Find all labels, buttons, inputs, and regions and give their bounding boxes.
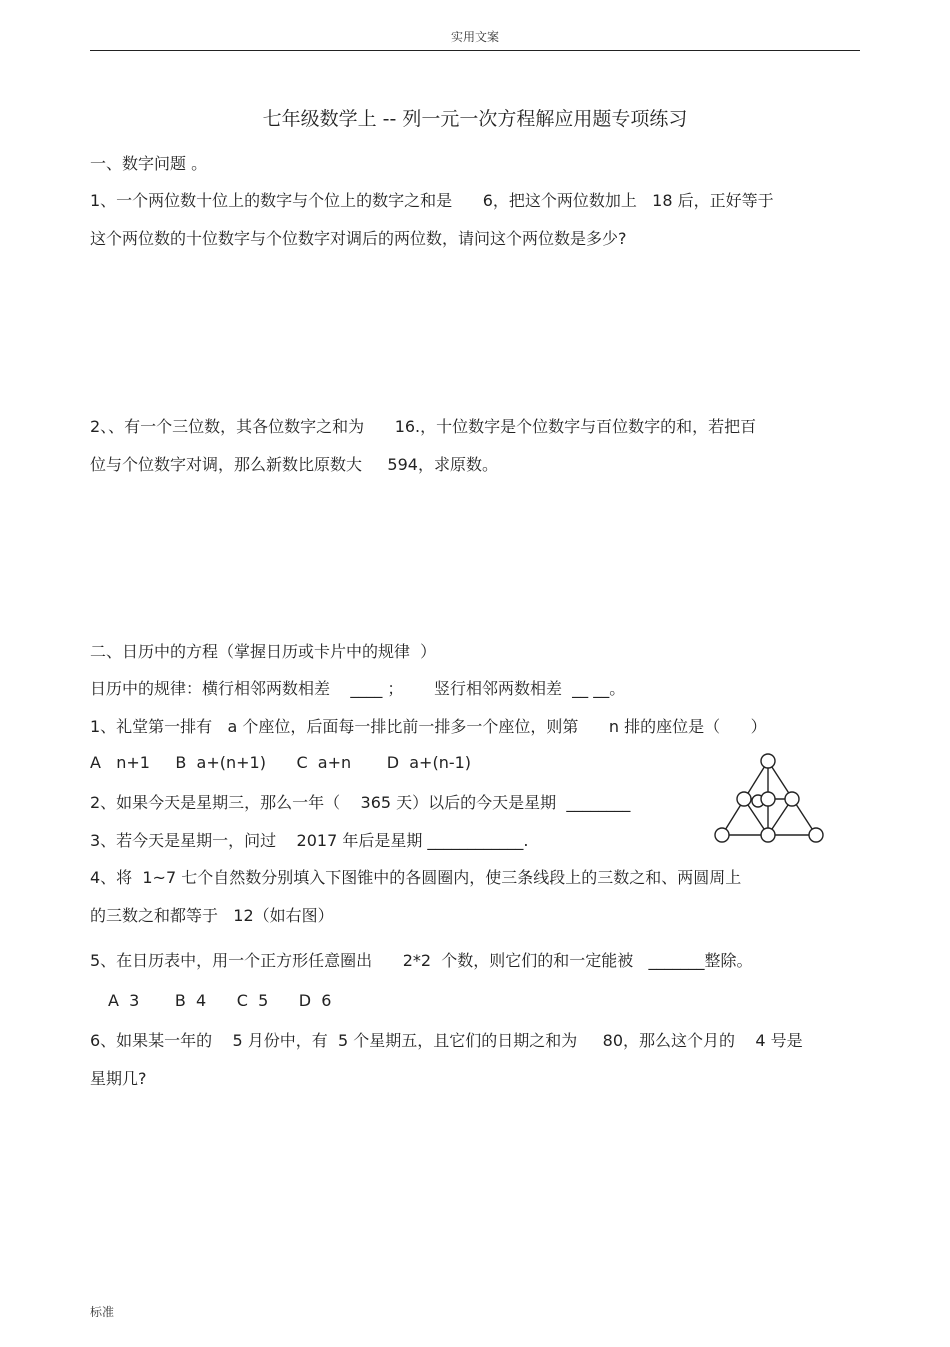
circle-cone-diagram	[706, 745, 826, 850]
page-header: 实用文案	[450, 30, 499, 44]
document-title: 七年级数学上 -- 列一元一次方程解应用题专项练习	[262, 108, 688, 130]
calendar-rule: 日历中的规律：横行相邻两数相差 ____ ； 竖行相邻两数相差 __ __。	[90, 679, 626, 698]
diagram-circle-bottom-center	[761, 828, 775, 842]
question-2-5-options: A 3 B 4 C 5 D 6	[108, 991, 332, 1010]
question-1-1-line-2: 这个两位数的十位数字与个位数字对调后的两位数，请问这个两位数是多少?	[90, 229, 627, 248]
question-2-2: 2、如果今天是星期三，那么一年（ 365 天）以后的今天是星期 ________	[90, 793, 631, 812]
question-2-1: 1、礼堂第一排有 a 个座位，后面每一排比前一排多一个座位，则第 n 排的座位是（ ）	[90, 717, 767, 736]
question-2-3: 3、若今天是星期一，问过 2017 年后是星期 ____________.	[90, 831, 529, 850]
question-2-1-options: A n+1 B a+(n+1) C a+n D a+(n-1)	[90, 753, 472, 772]
question-2-4-line-2: 的三数之和都等于 12（如右图）	[90, 906, 334, 925]
question-2-6-line-1: 6、如果某一年的 5 月份中，有 5 个星期五，且它们的日期之和为 80，那么这个月的 4 号是	[90, 1031, 803, 1050]
diagram-circle-mid-center	[761, 792, 775, 806]
page-footer: 标准	[90, 1305, 115, 1319]
section-2-heading: 二、日历中的方程（掌握日历或卡片中的规律 ）	[90, 642, 437, 661]
question-1-2-line-2: 位与个位数字对调，那么新数比原数大 594，求原数。	[90, 455, 498, 474]
question-2-5: 5、在日历表中，用一个正方形任意圈出 2*2 个数，则它们的和一定能被 _______整除。	[90, 951, 753, 970]
diagram-circle-top	[761, 754, 775, 768]
question-1-1-line-1: 1、一个两位数十位上的数字与个位上的数字之和是 6，把这个两位数加上 18 后，正好等于	[90, 191, 774, 210]
section-1-heading: 一、数字问题 。	[90, 154, 208, 173]
diagram-circle-mid-left	[737, 792, 751, 806]
diagram-circle-mid-right	[785, 792, 799, 806]
question-1-2-line-1: 2、、有一个三位数，其各位数字之和为 16.，十位数字是个位数字与百位数字的和，若把百	[90, 417, 757, 436]
diagram-circle-bottom-right	[809, 828, 823, 842]
question-2-4-line-1: 4、将 1~7 七个自然数分别填入下图锥中的各圆圈内，使三条线段上的三数之和、两圆周上	[90, 868, 742, 887]
header-rule	[90, 50, 860, 51]
diagram-circle-bottom-left	[715, 828, 729, 842]
question-2-6-line-2: 星期几?	[90, 1069, 147, 1088]
